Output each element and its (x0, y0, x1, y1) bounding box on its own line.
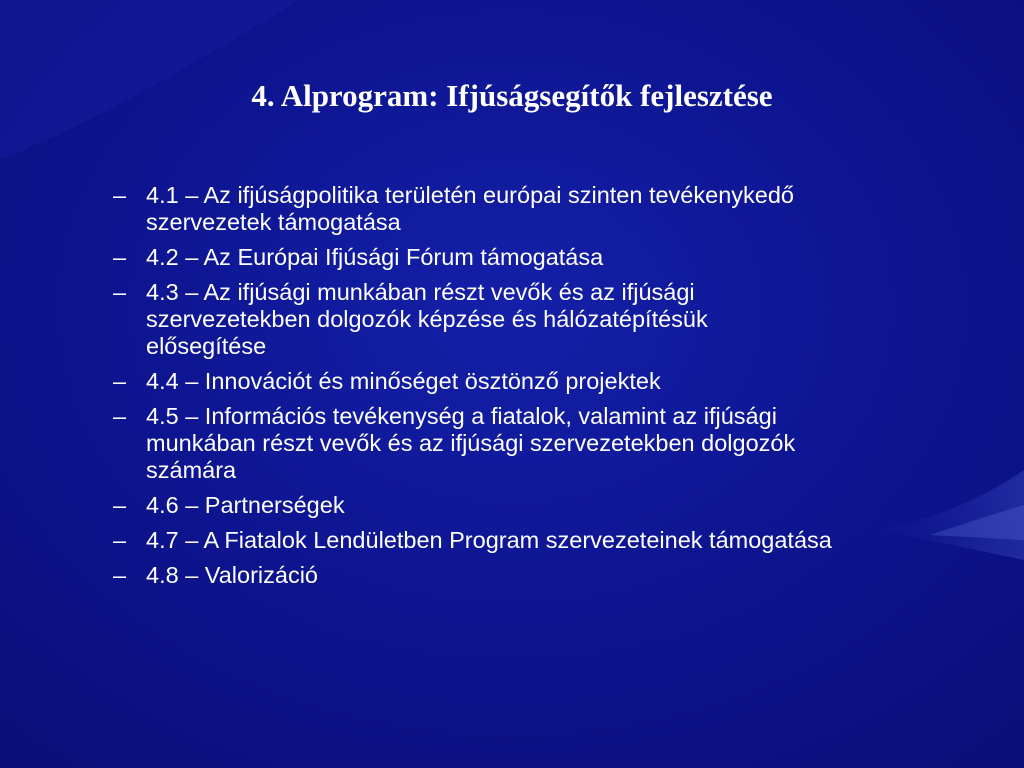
list-item-text: 4.7 – A Fiatalok Lendületben Program szervezeteinek támogatása (146, 527, 832, 553)
list-item (113, 279, 833, 360)
list-item-text: 4.8 – Valorizáció (146, 562, 318, 588)
bullet-dash: – (113, 527, 127, 553)
list-item (113, 368, 833, 395)
bullet-list (113, 182, 833, 597)
slide-title: 4. Alprogram: Ifjúságsegítők fejlesztése (251, 78, 773, 113)
list-item (113, 244, 833, 271)
bullet-dash: – (113, 182, 127, 208)
bullet-dash: – (113, 279, 127, 305)
bullet-dash: – (113, 368, 127, 394)
list-item (113, 562, 833, 589)
bullet-dash: – (113, 244, 127, 270)
list-item (113, 527, 833, 554)
list-item (113, 403, 833, 484)
bullet-dash: – (113, 492, 127, 518)
list-item-text: 4.5 – Információs tevékenység a fiatalok, valamint az ifjúsági munkában részt vevők és az ifjúsági szervezetekben dolgozók számára (146, 403, 796, 483)
list-item-text: 4.1 – Az ifjúságpolitika területén európai szinten tevékenykedő szervezetek támogatása (146, 182, 794, 235)
list-item (113, 182, 833, 236)
list-item-text: 4.2 – Az Európai Ifjúsági Fórum támogatása (146, 244, 604, 270)
list-item (113, 492, 833, 519)
list-item-text: 4.6 – Partnerségek (146, 492, 345, 518)
bullet-dash: – (113, 403, 127, 429)
list-item-text: 4.3 – Az ifjúsági munkában részt vevők és az ifjúsági szervezetekben dolgozók képzése és hálózatépítésük elősegítése (146, 279, 708, 359)
list-item-text: 4.4 – Innovációt és minőséget ösztönző projektek (146, 368, 661, 394)
bullet-dash: – (113, 562, 127, 588)
